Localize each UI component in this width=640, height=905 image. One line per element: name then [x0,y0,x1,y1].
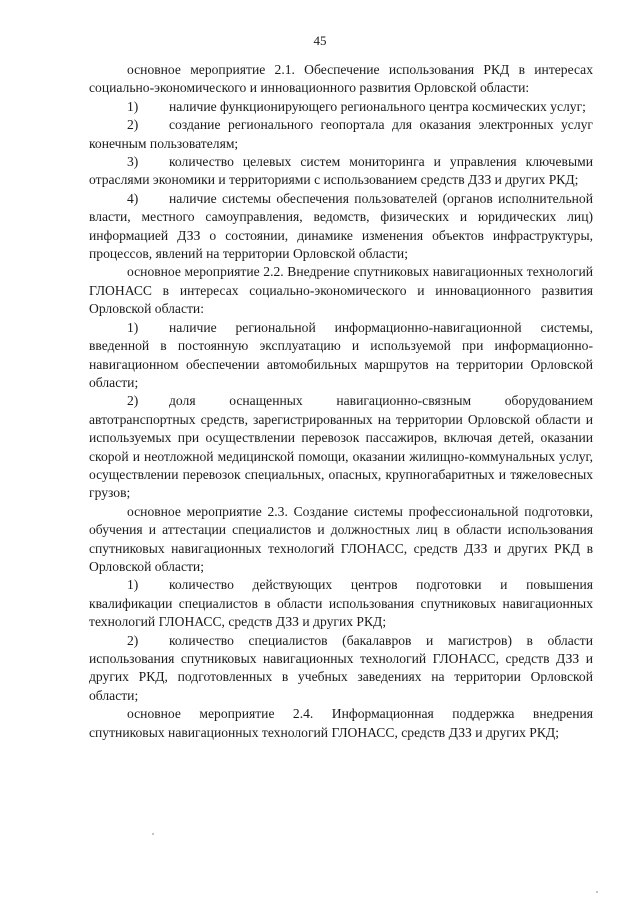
list-item-text: количество специалистов (бакалавров и магистров) в области использования спутниковых навигационных технологий ГЛОНАСС, средств ДЗЗ и других РКД, подготовленных в учебных заведениях на территории Орловской области; [89,632,593,703]
paragraph-activity-2-4: основное мероприятие 2.4. Информационная поддержка внедрения спутниковых навигационных технологий ГЛОНАСС, средств ДЗЗ и других РКД; [89,706,593,740]
list-item-text: количество действующих центров подготовки и повышения квалификации специалистов в области использования спутниковых навигационных технологий ГЛОНАСС, средств ДЗЗ и других РКД; [89,577,593,630]
list-item [89,190,593,264]
paragraph-activity-2-3: основное мероприятие 2.3. Создание системы профессиональной подготовки, обучения и аттестации специалистов и должностных лиц в области использования спутниковых навигационных технологий ГЛОНАСС, средств ДЗЗ и других РКД в Орловской области; [89,503,593,574]
page-number: 45 [313,33,327,48]
list-item-number: 3) [127,154,139,170]
list-item-text: наличие региональной информационно-навигационной системы, введенной в постоянную эксплуатацию и используемой при информационно-навигационном обеспечении автомобильных маршрутов на территории Орловской области; [89,319,593,390]
list-item-text: наличие функционирующего регионального центра космических услуг; [169,98,586,114]
list-item-text: доля оснащенных навигационно-связным оборудованием автотранспортных средств, зарегистрированных на территории Орловской области и используемых при осуществлении перевозок пассажиров, включая детей, оказании скорой и неотложной медицинской помощи, оказании жилищно-коммунальных услуг, осуществлении перевозок специальных, опасных, крупногабаритных и тяжеловесных грузов; [89,393,593,501]
document-body [89,61,593,742]
list-item-number: 1) [127,319,139,335]
list-item-text: количество целевых систем мониторинга и управления ключевыми отраслями экономики и территориями с использованием средств ДЗЗ и других РКД; [89,154,593,188]
list-item [89,116,593,153]
list-item-number: 2) [127,632,139,648]
paragraph-activity-2-1: основное мероприятие 2.1. Обеспечение использования РКД в интересах социально-экономического и инновационного развития Орловской области: [89,62,593,96]
list-item [89,392,593,502]
scan-speck [152,833,154,835]
list-item [89,632,593,706]
list-item [89,576,593,631]
list-item-text: наличие системы обеспечения пользователей (органов исполнительной власти, местного самоуправления, ведомств, физических и юридических лиц) информацией ДЗЗ о состоянии, динамике изменения объектов инфраструктуры, процессов, явлений на территории Орловской области; [89,190,593,262]
list-item [89,98,593,116]
list-item-number: 1) [127,98,139,114]
list-item [89,153,593,190]
list-item-number: 1) [127,577,139,593]
list-item-number: 2) [127,393,139,409]
list-item-number: 2) [127,117,139,133]
scan-speck [596,891,598,893]
paragraph-activity-2-2: основное мероприятие 2.2. Внедрение спутниковых навигационных технологий ГЛОНАСС в интересах социально-экономического и инновационного развития Орловской области: [89,264,593,317]
list-item [89,319,593,393]
list-item-text: создание регионального геопортала для оказания электронных услуг конечным пользователям; [89,117,593,151]
list-item-number: 4) [127,190,139,206]
